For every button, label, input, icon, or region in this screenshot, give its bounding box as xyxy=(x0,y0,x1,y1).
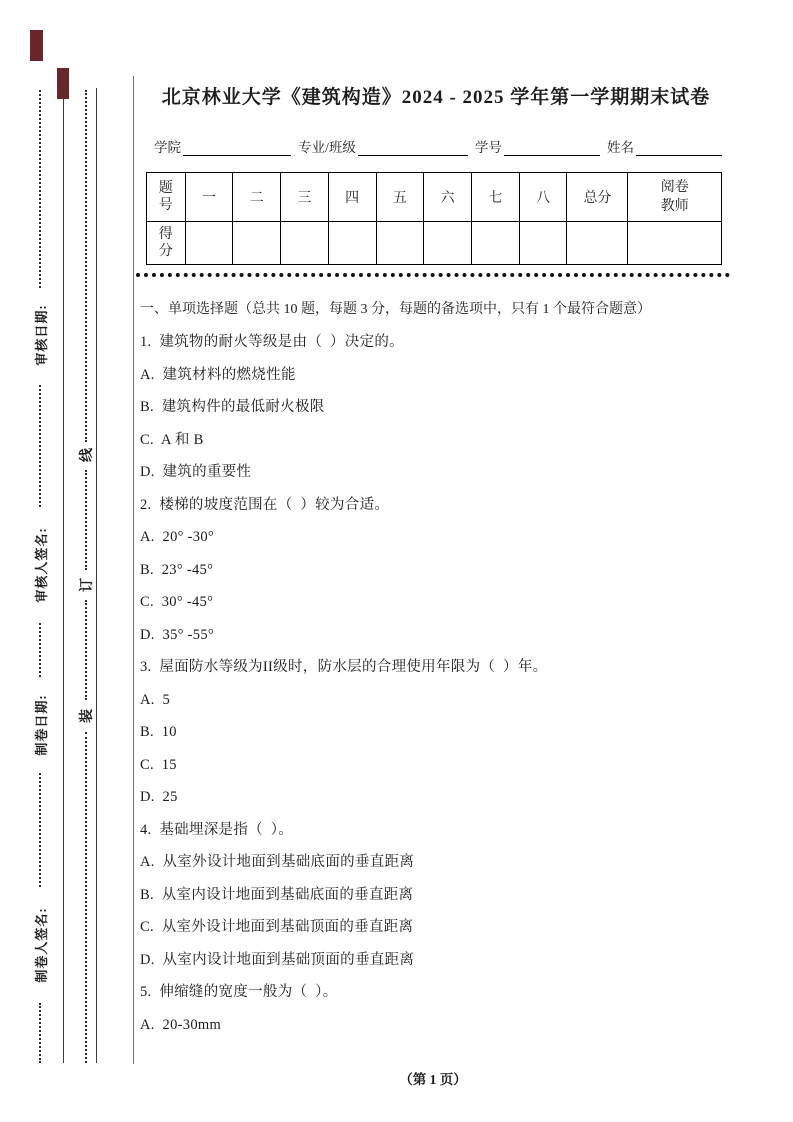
score-col-8: 八 xyxy=(519,173,567,222)
question-stem: 5. 伸缩缝的宽度一般为（ ）。 xyxy=(140,984,338,1000)
page-title: 北京林业大学《建筑构造》2024 - 2025 学年第一学期期末试卷 xyxy=(161,87,711,108)
score-input-cell[interactable] xyxy=(328,222,376,265)
question-option: A. 从室外设计地面到基础底面的垂直距离 xyxy=(140,854,415,870)
dotted-fill-line xyxy=(39,385,41,507)
print-mark xyxy=(30,30,43,61)
dotted-fill-line xyxy=(39,773,41,887)
score-col-2: 二 xyxy=(233,173,281,222)
question-option: C. A 和 B xyxy=(140,431,204,448)
score-input-cell[interactable] xyxy=(233,222,281,265)
question-option: B. 10 xyxy=(140,724,177,740)
major-class-label: 专业/班级 xyxy=(298,140,356,155)
score-table-row2-header: 得分 xyxy=(147,222,186,265)
score-input-cell[interactable] xyxy=(628,222,722,265)
score-input-cell[interactable] xyxy=(472,222,520,265)
score-table xyxy=(146,172,722,265)
score-input-cell[interactable] xyxy=(281,222,329,265)
question-option: C. 15 xyxy=(140,756,177,773)
score-col-7: 七 xyxy=(472,173,520,222)
score-col-total: 总分 xyxy=(567,173,628,222)
score-input-cell[interactable] xyxy=(519,222,567,265)
margin-rule-line xyxy=(96,88,97,1063)
student-id-blank[interactable] xyxy=(504,139,600,156)
score-col-1: 一 xyxy=(185,173,233,222)
question-option: B. 建筑构件的最低耐火极限 xyxy=(140,399,325,415)
question-option: D. 35° -55° xyxy=(140,626,214,643)
student-id-label: 学号 xyxy=(474,140,502,155)
score-col-6: 六 xyxy=(424,173,472,222)
school-blank[interactable] xyxy=(183,139,291,156)
score-input-cell[interactable] xyxy=(424,222,472,265)
question-stem: 3. 屋面防水等级为II级时，防水层的合理使用年限为（ ）年。 xyxy=(140,659,548,675)
question-option: C. 30° -45° xyxy=(140,594,214,610)
student-info-row xyxy=(140,136,732,156)
margin-label-maker-sign: 制卷人签名: xyxy=(33,907,49,983)
question-option: D. 建筑的重要性 xyxy=(140,464,252,480)
question-option: A. 20-30mm xyxy=(140,1016,222,1033)
binding-char-line: 线 xyxy=(80,448,95,462)
content-frame-line xyxy=(133,76,134,1064)
section-heading: 一、单项选择题（总共 10 题，每题 3 分，每题的备选项中，只有 1 个最符合题意） xyxy=(140,302,651,317)
margin-label-review-date: 审核日期: xyxy=(33,304,49,366)
binding-dotted-line xyxy=(85,600,87,700)
score-col-3: 三 xyxy=(281,173,329,222)
binding-char-staple: 订 xyxy=(80,578,95,592)
margin-label-make-date: 制卷日期: xyxy=(33,694,49,756)
page-number: （第 1 页） xyxy=(399,1072,467,1087)
dotted-fill-line xyxy=(39,623,41,677)
question-option: B. 23° -45° xyxy=(140,561,214,578)
score-col-4: 四 xyxy=(328,173,376,222)
score-col-5: 五 xyxy=(376,173,424,222)
binding-dotted-line xyxy=(85,732,87,1063)
question-option: C. 从室外设计地面到基础顶面的垂直距离 xyxy=(140,919,414,935)
score-input-cell[interactable] xyxy=(376,222,424,265)
question-stem: 4. 基础埋深是指（ ）。 xyxy=(140,821,294,838)
school-label: 学院 xyxy=(154,140,181,155)
dotted-fill-line xyxy=(39,1003,41,1063)
name-label: 姓名 xyxy=(607,140,634,155)
dotted-separator xyxy=(136,273,730,277)
binding-dotted-line xyxy=(85,470,87,570)
question-option: D. 从室内设计地面到基础顶面的垂直距离 xyxy=(140,951,415,968)
question-option: A. 20° -30° xyxy=(140,529,214,545)
question-option: A. 5 xyxy=(140,691,171,708)
score-col-grader: 阅卷教师 xyxy=(628,173,722,222)
question-option: D. 25 xyxy=(140,789,178,805)
score-input-cell[interactable] xyxy=(567,222,628,265)
question-stem: 1. 建筑物的耐火等级是由（ ）决定的。 xyxy=(140,334,404,350)
exam-content xyxy=(140,84,732,1047)
binding-dotted-line xyxy=(85,90,87,442)
margin-label-reviewer-sign: 审核人签名: xyxy=(33,527,49,603)
name-blank[interactable] xyxy=(636,139,722,156)
margin-rule-line xyxy=(63,88,64,1063)
major-class-blank[interactable] xyxy=(358,139,468,156)
binding-char-bind: 装 xyxy=(80,709,95,723)
score-table-row1-header: 题号 xyxy=(147,173,186,222)
question-option: B. 从室内设计地面到基础底面的垂直距离 xyxy=(140,886,414,903)
question-stem: 2. 楼梯的坡度范围在（ ）较为合适。 xyxy=(140,496,390,513)
score-input-cell[interactable] xyxy=(185,222,233,265)
question-option: A. 建筑材料的燃烧性能 xyxy=(140,366,296,383)
dotted-fill-line xyxy=(39,90,41,288)
